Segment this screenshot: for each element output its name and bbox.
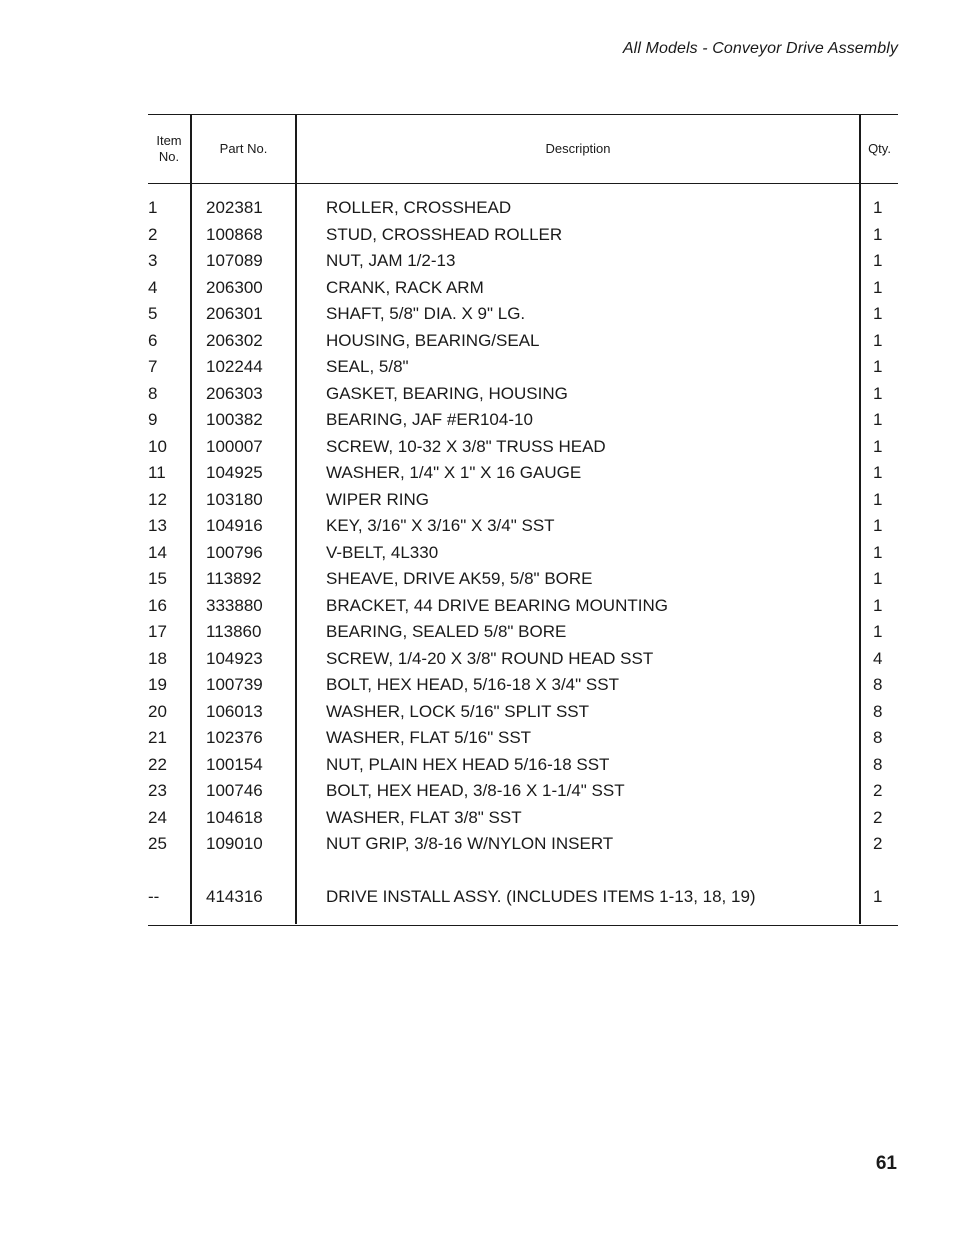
qty-cell: 2 bbox=[873, 807, 883, 827]
part-no-cell: 100868 bbox=[206, 224, 263, 244]
part-no-cell: 113892 bbox=[206, 569, 262, 588]
table-bottom-rule bbox=[148, 925, 898, 926]
part-no-cell: 202381 bbox=[206, 198, 263, 217]
description-cell: SHAFT, 5/8" DIA. X 9" LG. bbox=[326, 304, 526, 323]
item-no-cell: 9 bbox=[148, 410, 158, 429]
table-header-rule bbox=[148, 183, 898, 184]
table-row bbox=[148, 752, 898, 779]
part-no-cell: 100382 bbox=[206, 410, 263, 429]
qty-cell: 1 bbox=[873, 489, 883, 509]
item-no-cell: 17 bbox=[148, 622, 167, 641]
table-row bbox=[148, 778, 898, 805]
description-cell: WASHER, FLAT 3/8" SST bbox=[326, 807, 522, 827]
description-cell: SHEAVE, DRIVE AK59, 5/8" BORE bbox=[326, 569, 593, 588]
qty-cell: 1 bbox=[873, 436, 883, 456]
column-header-part: Part No. bbox=[219, 140, 268, 156]
part-no-cell: 100007 bbox=[206, 436, 263, 456]
table-row bbox=[148, 354, 898, 381]
item-no-cell: 23 bbox=[148, 781, 167, 800]
item-no-cell: 5 bbox=[148, 304, 158, 323]
item-no-cell: 14 bbox=[148, 542, 167, 562]
item-no-cell: 11 bbox=[148, 463, 166, 482]
table-row bbox=[148, 275, 898, 302]
qty-cell: 1 bbox=[873, 251, 883, 270]
part-no-cell: 100739 bbox=[206, 675, 263, 694]
qty-cell: 1 bbox=[873, 410, 883, 429]
qty-cell: 1 bbox=[873, 516, 883, 535]
table-row bbox=[148, 831, 898, 858]
description-cell: GASKET, BEARING, HOUSING bbox=[326, 383, 568, 403]
table-row bbox=[148, 513, 898, 540]
table-row bbox=[148, 619, 898, 646]
table-row bbox=[148, 195, 898, 222]
item-no-cell: 25 bbox=[148, 834, 167, 853]
table-row bbox=[148, 460, 898, 487]
item-no-cell: 19 bbox=[148, 675, 167, 694]
item-no-cell: 3 bbox=[148, 251, 158, 270]
description-cell: WASHER, FLAT 5/16" SST bbox=[326, 728, 532, 747]
qty-cell: 8 bbox=[873, 754, 883, 774]
table-row bbox=[148, 699, 898, 726]
qty-cell: 8 bbox=[873, 728, 883, 747]
table-row bbox=[148, 884, 898, 911]
item-no-cell: 13 bbox=[148, 516, 167, 535]
description-cell: BOLT, HEX HEAD, 5/16-18 X 3/4" SST bbox=[326, 675, 619, 694]
description-cell: V-BELT, 4L330 bbox=[326, 542, 439, 562]
description-cell: NUT, PLAIN HEX HEAD 5/16-18 SST bbox=[326, 754, 610, 774]
part-no-cell: 107089 bbox=[206, 251, 263, 270]
qty-cell: 1 bbox=[873, 357, 883, 376]
qty-cell: 1 bbox=[873, 542, 883, 562]
table-body bbox=[148, 195, 898, 911]
qty-cell: 1 bbox=[873, 595, 883, 615]
table-row bbox=[148, 805, 898, 832]
qty-cell: 1 bbox=[873, 463, 883, 482]
item-no-cell: 6 bbox=[148, 330, 158, 350]
part-no-cell: 414316 bbox=[206, 887, 263, 906]
description-cell: BEARING, SEALED 5/8" BORE bbox=[326, 622, 567, 641]
description-cell: SEAL, 5/8" bbox=[326, 357, 409, 376]
qty-cell: 1 bbox=[873, 887, 883, 906]
qty-cell: 1 bbox=[873, 304, 883, 323]
qty-cell: 1 bbox=[873, 383, 883, 403]
table-row bbox=[148, 725, 898, 752]
description-cell: BEARING, JAF #ER104-10 bbox=[326, 410, 533, 429]
part-no-cell: 102244 bbox=[206, 357, 263, 376]
item-no-cell: 1 bbox=[148, 198, 158, 217]
qty-cell: 1 bbox=[873, 330, 883, 350]
item-no-cell: 18 bbox=[148, 648, 167, 668]
table-row bbox=[148, 328, 898, 355]
page-header-title: All Models - Conveyor Drive Assembly bbox=[622, 40, 898, 57]
item-no-cell: 21 bbox=[148, 728, 167, 747]
item-no-cell: 7 bbox=[148, 357, 158, 376]
description-cell: SCREW, 1/4-20 X 3/8" ROUND HEAD SST bbox=[326, 648, 654, 668]
table-row bbox=[148, 646, 898, 673]
qty-cell: 4 bbox=[873, 648, 883, 668]
part-no-cell: 333880 bbox=[206, 595, 263, 615]
qty-cell: 1 bbox=[873, 622, 883, 641]
parts-table bbox=[148, 114, 898, 926]
item-no-cell: 22 bbox=[148, 754, 167, 774]
qty-cell: 8 bbox=[873, 701, 883, 721]
table-row bbox=[148, 248, 898, 275]
description-cell: BOLT, HEX HEAD, 3/8-16 X 1-1/4" SST bbox=[326, 781, 625, 800]
table-row bbox=[148, 407, 898, 434]
item-no-cell: 15 bbox=[148, 569, 167, 588]
part-no-cell: 100796 bbox=[206, 542, 263, 562]
table-row bbox=[148, 301, 898, 328]
part-no-cell: 109010 bbox=[206, 834, 263, 853]
column-header-qty: Qty. bbox=[868, 140, 891, 156]
description-cell: WASHER, 1/4" X 1" X 16 GAUGE bbox=[326, 463, 582, 482]
table-row bbox=[148, 593, 898, 620]
description-cell: SCREW, 10-32 X 3/8" TRUSS HEAD bbox=[326, 436, 606, 456]
column-header-item: Item No. bbox=[156, 132, 182, 164]
part-no-cell: 206302 bbox=[206, 330, 263, 350]
description-cell: NUT, JAM 1/2-13 bbox=[326, 251, 456, 270]
qty-cell: 8 bbox=[873, 675, 883, 694]
item-no-cell: 8 bbox=[148, 383, 158, 403]
part-no-cell: 104925 bbox=[206, 463, 263, 482]
part-no-cell: 100746 bbox=[206, 781, 263, 800]
part-no-cell: 104923 bbox=[206, 648, 263, 668]
item-no-cell: 24 bbox=[148, 807, 167, 827]
part-no-cell: 206300 bbox=[206, 277, 263, 297]
qty-cell: 2 bbox=[873, 781, 883, 800]
description-cell: DRIVE INSTALL ASSY. (INCLUDES ITEMS 1-13, 18, 19) bbox=[326, 887, 756, 906]
table-row bbox=[148, 487, 898, 514]
part-no-cell: 113860 bbox=[206, 622, 262, 641]
part-no-cell: 100154 bbox=[206, 754, 263, 774]
description-cell: STUD, CROSSHEAD ROLLER bbox=[326, 224, 563, 244]
table-row bbox=[148, 566, 898, 593]
part-no-cell: 102376 bbox=[206, 728, 263, 747]
qty-cell: 2 bbox=[873, 834, 883, 853]
description-cell: KEY, 3/16" X 3/16" X 3/4" SST bbox=[326, 516, 555, 535]
part-no-cell: 104916 bbox=[206, 516, 263, 535]
item-no-cell: 2 bbox=[148, 224, 158, 244]
table-row bbox=[148, 222, 898, 249]
description-cell: CRANK, RACK ARM bbox=[326, 277, 484, 297]
description-cell: BRACKET, 44 DRIVE BEARING MOUNTING bbox=[326, 595, 668, 615]
description-cell: WASHER, LOCK 5/16" SPLIT SST bbox=[326, 701, 590, 721]
page-number: 61 bbox=[875, 1153, 897, 1174]
table-row bbox=[148, 434, 898, 461]
table-row bbox=[148, 672, 898, 699]
qty-cell: 1 bbox=[873, 224, 883, 244]
row-spacer bbox=[148, 858, 898, 885]
qty-cell: 1 bbox=[873, 569, 883, 588]
item-no-cell: 20 bbox=[148, 701, 167, 721]
description-cell: ROLLER, CROSSHEAD bbox=[326, 198, 512, 217]
item-no-cell: -- bbox=[148, 887, 160, 906]
part-no-cell: 103180 bbox=[206, 489, 263, 509]
part-no-cell: 206301 bbox=[206, 304, 263, 323]
table-row bbox=[148, 381, 898, 408]
description-cell: NUT GRIP, 3/8-16 W/NYLON INSERT bbox=[326, 834, 614, 853]
item-no-cell: 12 bbox=[148, 489, 167, 509]
part-no-cell: 104618 bbox=[206, 807, 263, 827]
description-cell: WIPER RING bbox=[326, 489, 429, 509]
item-no-cell: 16 bbox=[148, 595, 167, 615]
column-header-description: Description bbox=[545, 140, 611, 156]
item-no-cell: 4 bbox=[148, 277, 158, 297]
part-no-cell: 106013 bbox=[206, 701, 263, 721]
table-row bbox=[148, 540, 898, 567]
qty-cell: 1 bbox=[873, 277, 883, 297]
description-cell: HOUSING, BEARING/SEAL bbox=[326, 330, 540, 350]
item-no-cell: 10 bbox=[148, 436, 167, 456]
part-no-cell: 206303 bbox=[206, 383, 263, 403]
qty-cell: 1 bbox=[873, 198, 883, 217]
